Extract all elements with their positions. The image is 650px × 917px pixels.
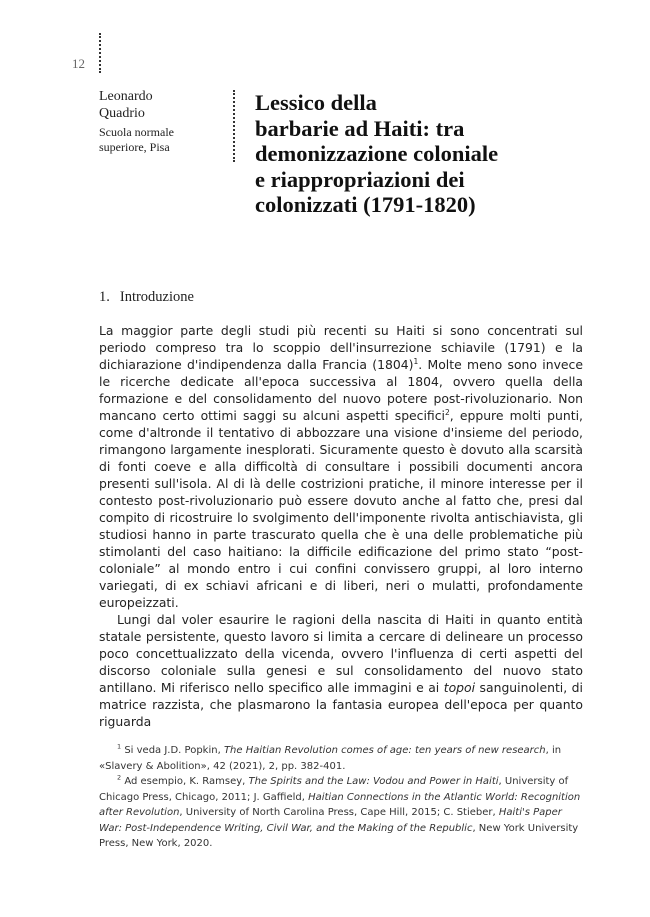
footnote xyxy=(99,743,583,774)
paragraph xyxy=(99,611,583,730)
footnotes xyxy=(99,743,583,852)
author-block xyxy=(99,88,174,155)
author-affiliation xyxy=(99,125,174,155)
footnote-ref[interactable]: 2 xyxy=(445,407,450,417)
footnote-title: Haiti's Paper War: Post-Independence Writing, Civil War, and the Making of the Republic xyxy=(99,807,562,834)
affiliation-line-2: superiore, Pisa xyxy=(99,140,170,154)
footnote-text: , University of Chicago Press, Chicago, 2011; J. Gaffield, xyxy=(99,776,569,803)
title-line: barbarie ad Haiti: tra xyxy=(255,115,465,141)
section-title: Introduzione xyxy=(119,289,194,305)
footnote-marker: 1 xyxy=(117,742,122,751)
margin-dotted-rule xyxy=(99,33,101,73)
article-title xyxy=(255,90,585,218)
footnote-text: , New York University Press, New York, 2020. xyxy=(99,822,579,849)
footnote-text: Ad esempio, K. Ramsey, xyxy=(124,776,249,787)
paragraph-text: sanguinolenti, di matrice razzista, che plasmarono la fantasia europea dell'epoca per quanto riguarda xyxy=(99,680,583,729)
paragraph-text: . Molte meno sono invece le ricerche dedicate all'epoca successiva al 1804, ovvero quella della formazione e del consolidamento del nuovo potere post-rivoluzionario. Non mancano certo ottimi saggi su alcuni aspetti specifici xyxy=(99,357,583,423)
italic-term: topoi xyxy=(443,680,476,695)
affiliation-line-1: Scuola normale xyxy=(99,125,174,139)
author-first-name: Leonardo xyxy=(99,89,153,104)
footnote-text: , University of North Carolina Press, Cape Hill, 2015; C. Stieber, xyxy=(179,807,499,818)
paragraph xyxy=(99,322,583,611)
title-line: demonizzazione coloniale xyxy=(255,141,499,166)
footnote-text: Si veda J.D. Popkin, xyxy=(124,745,224,756)
paragraph-text: Lungi dal voler esaurire le ragioni della nascita di Haiti in quanto entità statale persistente, questo lavoro si limita a cercare di delineare un processo poco concettualizzato della vicenda, ovvero l'influenza di certi aspetti del discorso coloniale sulla genesi e sul consolidamento del nuovo stato antillano. Mi riferisco nello specifico alle immagini e ai xyxy=(99,612,583,695)
title-line: colonizzati (1791-1820) xyxy=(255,192,476,217)
body-text xyxy=(99,322,583,730)
footnote xyxy=(99,774,583,852)
paragraph-text: La maggior parte degli studi più recenti su Haiti si sono concentrati sul periodo compreso tra lo scoppio dell'insurrezione schiavile (1791) e la dichiarazione d'indipendenza dalla Francia (1804) xyxy=(99,323,583,372)
section-number: 1. xyxy=(99,289,110,305)
title-line: Lessico della xyxy=(255,90,377,115)
footnote-text: , in «Slavery & Abolition», 42 (2021), 2, pp. 382-401. xyxy=(99,745,562,772)
paragraph-text: , eppure molti punti, come d'altronde il tentativo di abbozzare una visione d'insieme del periodo, rimangono largamente inesplorati. Sicuramente questo è dovuto alla scarsità di fonti coeve e alla difficoltà di consultare i possibili documenti ancora presenti sull'isola. Al di là delle costrizioni pratiche, il minore interesse per il contesto post-rivoluzionario può essere dovuto anche al fatto che, presi dal compito di ricostruire lo svolgimento dell'imponente rivolta antischiavista, gli studiosi hanno in parte trascurato quella che è una delle problematiche più stimolanti del caso haitiano: la difficile edificazione del primo stato “post-coloniale” al mondo entro i cui confini convissero gruppi, al loro interno variegati, di ex schiavi africani e di liberi, neri o mulatti, profondamente europeizzati. xyxy=(99,408,583,610)
author-last-name: Quadrio xyxy=(99,106,145,121)
title-line: e riappropriazioni dei xyxy=(255,166,465,192)
section-heading xyxy=(99,289,194,306)
footnote-title: The Spirits and the Law: Vodou and Power in Haiti xyxy=(248,776,499,787)
footnote-title: Haitian Connections in the Atlantic World: Recognition after Revolution xyxy=(99,791,581,818)
footnote-marker: 2 xyxy=(117,773,122,782)
page-number: 12 xyxy=(72,56,85,71)
footnote-title: The Haitian Revolution comes of age: ten years of new research xyxy=(223,745,546,756)
footnote-ref[interactable]: 1 xyxy=(413,356,419,366)
